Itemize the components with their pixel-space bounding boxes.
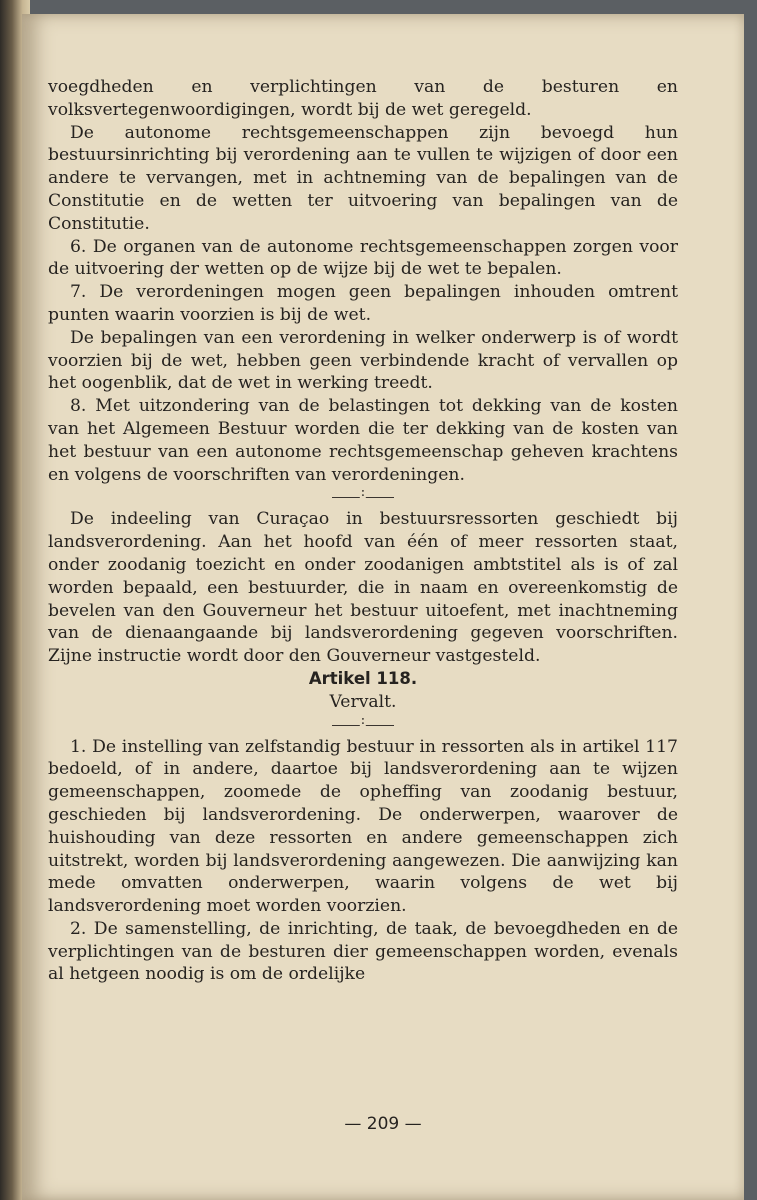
paragraph-6: 6. De organen van de autonome rechtsgemeenschappen zorgen voor de uitvoering der wetten op de wijze bij de wet te bepalen. bbox=[48, 236, 678, 280]
paragraph-7-continued: De bepalingen van een verordening in welker onderwerp is of wordt voorzien bij de wet, hebben geen verbindende kracht of vervallen op het oogenblik, dat de wet in werking treedt. bbox=[48, 327, 678, 394]
book-page bbox=[22, 14, 744, 1200]
paragraph-8: 8. Met uitzondering van de belastingen tot dekking van de kosten van het Algemeen Bestuur worden die ter dekking van de kosten van het bestuur van een autonome rechtsgemeenschap geheven krachtens en volgens de voorschriften van verordeningen. bbox=[48, 396, 678, 485]
paragraph-2-samenstelling: 2. De samenstelling, de inrichting, de taak, de bevoegdheden en de verplichtingen van de besturen dier gemeenschappen worden, evenals al hetgeen noodig is om de ordelijke bbox=[48, 918, 678, 985]
article-separator bbox=[332, 712, 394, 728]
paragraph-autonomous-organisation: De autonome rechtsgemeenschappen zijn bevoegd hun bestuursinrichting bij verordening aan te vullen te wijzigen of door een andere te vervangen, met in achtneming van de bepalingen van de Constitutie en de wetten ter uitvoering van bepalingen van de Constitutie. bbox=[48, 122, 678, 234]
paragraph-continuation: voegdheden en verplichtingen van de besturen en volksvertegenwoordigingen, wordt bij de wet geregeld. bbox=[48, 77, 678, 120]
paragraph-bestuursressorten: De indeeling van Curaçao in bestuursressorten geschiedt bij landsverordening. Aan het hoofd van één of meer ressorten staat, onder zoodanig toezicht en onder zoodanigen ambtstitel als is of zal worden bepaald, een bestuurder, die in naam en overeenkomstig de bevelen van den Gouverneur het bestuur uitoefent, met inachtneming van de dienaangaande bij landsverordening gegeven voorschriften. Zijne instructie wordt door den Gouverneur vastgesteld. bbox=[48, 509, 678, 667]
paragraph-1-zelfstandig-bestuur: 1. De instelling van zelfstandig bestuur in ressorten als in artikel 117 bedoeld, of in andere, daartoe bij landsverordening aan te wijzen gemeenschappen, zoomede de opheffing van zoodanig bestuur, geschieden bij landsverordening. De onderwerpen, waarover de huishouding van deze ressorten en andere gemeenschappen zich uitstrekt, worden bij landsverordening aangewezen. Die aanwijzing kan mede omvatten onderwerpen, waarin volgens de wet bij landsverordening moet worden voorzien. bbox=[48, 736, 678, 917]
separator-mark: : bbox=[360, 712, 366, 728]
article-title: Artikel 118. bbox=[308, 668, 418, 688]
page-number: — 209 — bbox=[344, 1114, 422, 1134]
page-text bbox=[48, 76, 678, 986]
article-status: Vervalt. bbox=[329, 691, 397, 712]
separator-mark: : bbox=[360, 485, 366, 501]
paragraph-7: 7. De verordeningen mogen geen bepalingen inhouden omtrent punten waarin voorzien is bij de wet. bbox=[48, 282, 678, 325]
section-separator bbox=[332, 485, 394, 501]
